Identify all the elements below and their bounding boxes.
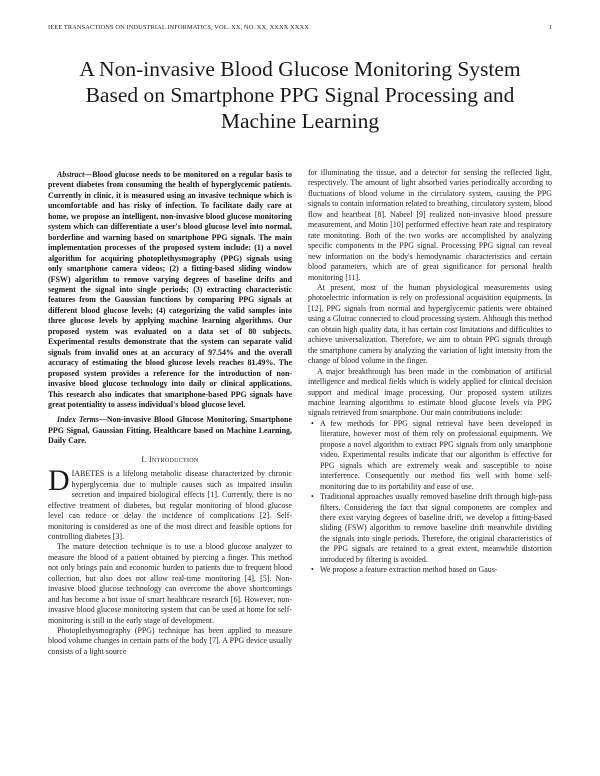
paper-title	[40, 56, 560, 134]
list-item	[308, 565, 552, 575]
list-item-text: We propose a feature extraction method based on Gaus-	[320, 565, 498, 575]
index-terms-label: Index Terms	[57, 415, 99, 425]
intro-paragraph-3: Photoplethysmography (PPG) technique has been applied to measure blood volume changes in certain parts of the body [7]. A PPG device usually consists of a light source	[48, 626, 292, 656]
right-column	[308, 168, 552, 576]
list-item-text: Traditional approaches usually removed baseline drift through high-pass filters. Considering the fact that signal components are complex and there exist varying degrees of baseline drift, we develop a fitting-based sliding (FSW) algorithm to remove baseline drift meanwhile dividing the signals into single periods. Therefore, the original characteristics of the PPG signals are retained to a great extent, meanwhile distortion introduced by filtering is avoided.	[320, 492, 552, 564]
index-terms-text: —Non-invasive Blood Glucose Monitoring, Smartphone PPG Signal, Gaussian Fitting, Healthcare based on Machine Learning, Daily Care.	[48, 415, 292, 446]
page-number: 1	[548, 24, 552, 31]
left-column	[48, 170, 292, 657]
running-head	[48, 24, 552, 31]
bullet-icon: •	[311, 492, 314, 502]
title-line-2: Based on Smartphone PPG Signal Processing and	[85, 83, 515, 107]
intro-paragraph-1-text: IABETES is a lifelong metabolic disease characterized by chronic hyperglycemia due to multiple causes such as impaired insulin secretion and impaired biological effects [1]. Currently, there is no effective treatment of diabetes, but regular monitoring of blood glucose level can reduce or delay the incidence of complications [2]. Self-monitoring is considered as one of the most direct and feasible options for controlling diabetes [3].	[48, 469, 292, 541]
right-paragraph-3: A major breakthrough has been made in the combination of artificial intelligence and medical fields which is widely applied for clinical decision support and medical image processing. Our proposed system utilizes machine learning algorithms to estimate blood glucose levels via PPG signals retrieved from smartphone. Our main contributions include:	[308, 366, 552, 418]
right-paragraph-1: for illuminating the tissue, and a detector for sensing the reflected light, respectively. The amount of light absorbed varies periodically according to fluctuations of blood volume in the circulatory system, causing the PPG signals to contain information related to breathing, circulatory system, blood flow and heartbeat [8]. Nabeel [9] realized non-invasive blood pressure measurement, and Motin [10] performed effective heart rate and respiratory rate monitoring. Both of the two works are accomplished by analyzing specific components in the PPG signal. Processing PPG signal can reveal new information on the body's hemodynamic characteristics and certain blood parameters, which are of great significance for personal health monitoring [11].	[308, 168, 552, 282]
bullet-icon: •	[311, 565, 314, 575]
contributions-list	[308, 419, 552, 576]
abstract-label: Abstract	[57, 170, 85, 179]
section-heading-introduction: I. Introduction	[141, 454, 199, 464]
drop-cap: D	[48, 464, 70, 498]
abstract	[48, 170, 292, 410]
abstract-text: —Blood glucose needs to be monitored on a regular basis to prevent diabetes from consuming the health of hyperglycemic patients. Currently in clinic, it is measured using an invasive technique which is uncomfortable and has risky of infection. To facilitate daily care at home, we propose an intelligent, non-invasive blood glucose monitoring system which can differentiate a user's blood glucose level into normal, borderline and warning based on smartphone PPG signals. The main implementation processes of the proposed system include: (1) a novel algorithm for acquiring photoplethysmography (PPG) signals using only smartphone camera videos; (2) a fitting-based sliding window (FSW) algorithm to remove varying degrees of baseline drifts and segment the signal into single periods; (3) extracting characteristic features from the Gaussian functions by comparing PPG signals at different blood glucose levels; (4) categorizing the valid samples into three glucose levels by applying machine learning algorithms. Our proposed system was evaluated on a data set of 80 subjects. Experimental results demonstrate that the system can separate valid signals from invalid ones at an accuracy of 97.54% and the overall accuracy of estimating the blood glucose levels reaches 81.49%. The proposed system provides a reference for the introduction of non-invasive blood glucose technology into daily or clinical applications. This research also indicates that smartphone-based PPG signals have great potentiality to assess individual's blood glucose level.	[48, 170, 292, 409]
intro-paragraph-1	[48, 464, 292, 542]
intro-paragraph-2: The mature detection technique is to use a blood glucose analyzer to measure the blood of a patient obtained by piercing a finger. This method not only brings pain and economic burden to patients due to frequent blood collection, but also does not allow real-time monitoring [4], [5]. Non-invasive blood glucose technology can overcome the above shortcomings and has become a hot issue of smart healthcare research [6]. However, non-invasive blood glucose monitoring system that can be used at home for self-monitoring is still in the early stage of development.	[48, 542, 292, 625]
title-line-3: Machine Learning	[220, 109, 380, 133]
journal-name: IEEE TRANSACTIONS ON INDUSTRIAL INFORMATICS, VOL. XX, NO. XX, XXXX XXXX	[48, 24, 310, 31]
right-paragraph-2: At present, most of the human physiological measurements using photoelectric information is rely on professional acquisition equipments. In [12], PPG signals from normal and hyperglycemic patients were obtained using a Glutrac connected to cloud processing system. Although this method can obtain high quality data, it has certain cost limitations and difficulties to achieve universalization. Therefore, we aim to obtain PPG signals through the smartphone camera by analyzing the variation of light intensity from the change of blood volume in the finger.	[308, 282, 552, 366]
list-item	[308, 492, 552, 565]
title-line-1: A Non-invasive Blood Glucose Monitoring System	[79, 57, 521, 81]
list-item	[308, 419, 552, 492]
index-terms	[48, 415, 292, 446]
list-item-text: A few methods for PPG signal retrieval have been developed in literature, however most of them rely on professional equipments. We propose a novel algorithm to extract PPG signals from only smartphone video. Experimental results indicate that our algorithm is effective for PPG signals which are extremely weak and susceptible to noise interference. Consequently our method fits well with home self-monitoring due to its portability and ease of use.	[320, 418, 552, 491]
bullet-icon: •	[311, 418, 314, 428]
